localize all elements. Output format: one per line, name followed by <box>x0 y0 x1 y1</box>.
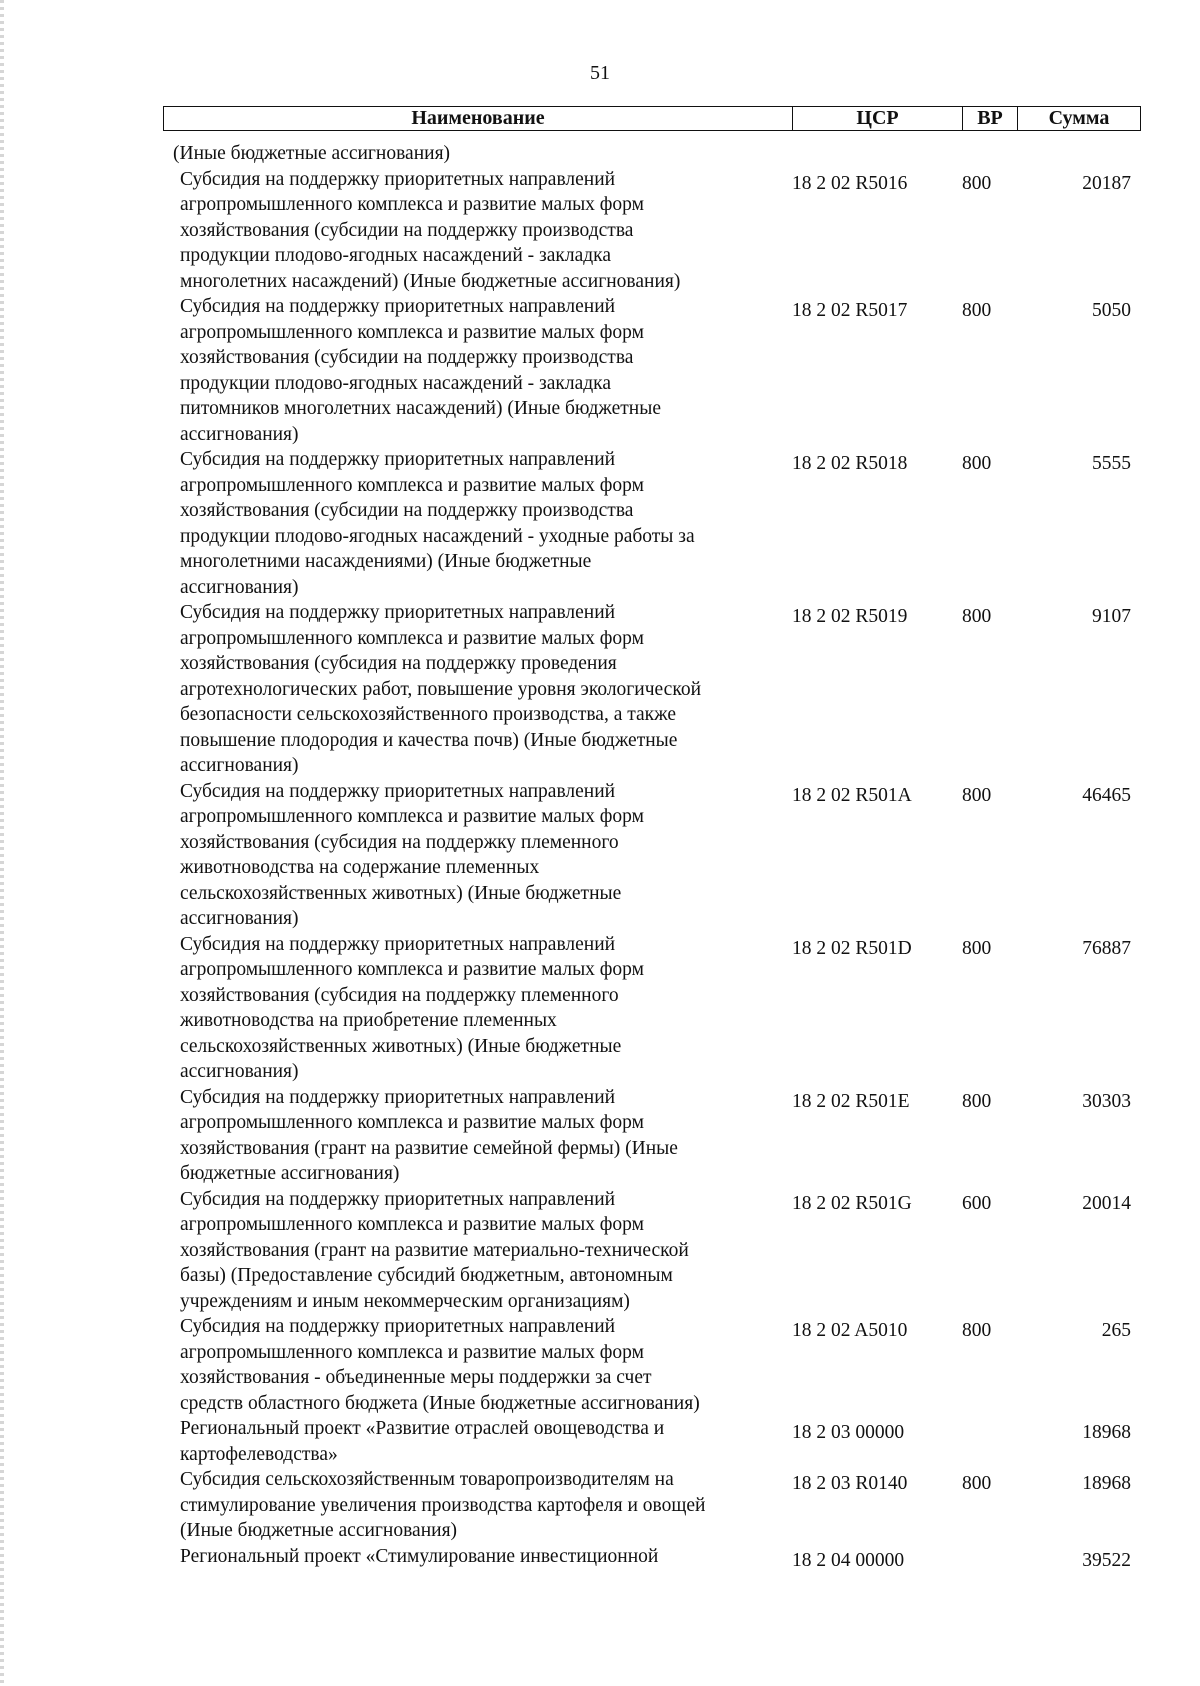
row-name <box>163 167 792 295</box>
table-row <box>163 167 1141 295</box>
row-csr: 18 2 02 R5016 <box>792 172 908 194</box>
table-row <box>163 294 1141 447</box>
row-vr: 800 <box>962 172 992 194</box>
row-name-line: агропромышленного комплекса и развитие малых форм <box>180 194 644 215</box>
table-row <box>163 1187 1141 1315</box>
table-row <box>163 1314 1141 1416</box>
row-sum: 30303 <box>1082 1090 1131 1112</box>
row-vr: 600 <box>962 1192 992 1214</box>
row-csr: 18 2 02 R501A <box>792 784 912 806</box>
row-csr: 18 2 02 R5017 <box>792 300 908 321</box>
row-sum: 5050 <box>1092 300 1131 321</box>
row-name-line: Региональный проект «Развитие отраслей овощеводства и <box>180 1418 665 1439</box>
row-sum: 20014 <box>1082 1192 1131 1214</box>
row-name-line: животноводства на приобретение племенных <box>180 1010 557 1031</box>
row-vr: 800 <box>962 937 992 959</box>
row-csr: 18 2 02 A5010 <box>792 1320 908 1341</box>
row-csr: 18 2 03 00000 <box>792 1422 905 1443</box>
row-vr: 800 <box>962 606 992 627</box>
row-name-line: хозяйствования (субсидия на поддержку проведения <box>180 653 617 674</box>
row-name-line: Региональный проект «Стимулирование инвестиционной <box>180 1545 659 1567</box>
row-name-line: агропромышленного комплекса и развитие малых форм <box>180 1341 644 1363</box>
row-name-line: хозяйствования (грант на развитие материально-технической <box>180 1239 689 1261</box>
row-vr: 800 <box>962 784 992 806</box>
row-sum: 9107 <box>1092 606 1131 627</box>
row-name-line: хозяйствования (субсидии на поддержку производства <box>180 500 634 521</box>
row-name-line: агропромышленного комплекса и развитие малых форм <box>180 1214 644 1235</box>
row-sum: 5555 <box>1092 453 1131 474</box>
row-name-line: учреждениям и иным некоммерческим организациям) <box>180 1290 630 1312</box>
table-row <box>163 1085 1141 1187</box>
row-name-line: хозяйствования (субсидии на поддержку производства <box>180 347 634 368</box>
row-name-line: Субсидия на поддержку приоритетных направлений <box>180 449 616 470</box>
row-name-line: стимулирование увеличения производства картофеля и овощей <box>180 1494 706 1516</box>
table-row <box>163 447 1141 600</box>
row-name-line: хозяйствования (грант на развитие семейной фермы) (Иные <box>180 1137 678 1159</box>
row-name-line: животноводства на содержание племенных <box>180 857 540 878</box>
row-vr: 800 <box>962 300 992 321</box>
row-name-line: агропромышленного комплекса и развитие малых форм <box>180 627 644 649</box>
row-name-line: агропромышленного комплекса и развитие малых форм <box>180 1112 644 1133</box>
row-sum: 20187 <box>1082 172 1131 194</box>
row-name-line: агропромышленного комплекса и развитие малых форм <box>180 959 644 980</box>
table-row <box>163 1416 1141 1467</box>
row-name <box>163 1187 792 1315</box>
row-sum: 76887 <box>1082 937 1131 959</box>
row-name-line: хозяйствования - объединенные меры поддержки за счет <box>180 1367 652 1388</box>
row-vr: 800 <box>962 1090 992 1112</box>
row-name <box>163 600 792 779</box>
row-name-line: продукции плодово-ягодных насаждений - закладка <box>180 245 612 266</box>
row-name-line: питомников многолетних насаждений) (Иные бюджетные <box>180 398 661 419</box>
row-sum: 18968 <box>1082 1422 1131 1443</box>
row-name-line: безопасности сельскохозяйственного производства, а также <box>180 704 677 725</box>
table-row <box>163 1467 1141 1544</box>
row-name-line: агропромышленного комплекса и развитие малых форм <box>180 321 644 343</box>
header-vr: ВР <box>963 107 1018 130</box>
row-name-line: картофелеводства» <box>180 1443 338 1465</box>
row-name-line: Субсидия на поддержку приоритетных направлений <box>180 168 616 190</box>
row-name-line: средств областного бюджета (Иные бюджетные ассигнования) <box>180 1392 700 1414</box>
row-name-line: продукции плодово-ягодных насаждений - уходные работы за <box>180 525 695 547</box>
row-vr <box>962 1416 1017 1467</box>
table-row <box>163 932 1141 1085</box>
row-sum: 39522 <box>1082 1549 1131 1571</box>
row-vr <box>962 1544 1017 1574</box>
row-csr: 18 2 03 R0140 <box>792 1473 908 1494</box>
row-name-line: сельскохозяйственных животных) (Иные бюджетные <box>180 1035 622 1057</box>
row-name-line: Субсидия на поддержку приоритетных направлений <box>180 602 616 623</box>
row-csr: 18 2 02 R5018 <box>792 453 908 474</box>
table-row <box>163 1544 1141 1574</box>
row-name <box>163 932 792 1085</box>
row-name-line: многолетних насаждений) (Иные бюджетные ассигнования) <box>180 270 681 292</box>
row-sum: 265 <box>1101 1320 1131 1341</box>
row-name-line: ассигнования) <box>180 908 299 929</box>
row-vr: 800 <box>962 1473 992 1494</box>
table-body <box>163 141 1141 1573</box>
row-name-line: Субсидия на поддержку приоритетных направлений <box>180 1086 616 1108</box>
row-name <box>163 1314 792 1416</box>
header-csr: ЦСР <box>793 107 963 130</box>
row-name-line: Субсидия на поддержку приоритетных направлений <box>180 1188 616 1210</box>
row-name <box>163 1085 792 1187</box>
row-name-line: базы) (Предоставление субсидий бюджетным, автономным <box>180 1265 673 1286</box>
row-name-line: Субсидия на поддержку приоритетных направлений <box>180 1316 616 1337</box>
row-name-line: хозяйствования (субсидия на поддержку племенного <box>180 831 619 853</box>
row-name <box>163 779 792 932</box>
row-name-line: Субсидия сельскохозяйственным товаропроизводителям на <box>180 1469 674 1490</box>
row-name-line: ассигнования) <box>180 1061 299 1082</box>
row-name <box>163 1467 792 1544</box>
row-csr: 18 2 02 R501G <box>792 1192 912 1214</box>
header-name: Наименование <box>164 107 793 130</box>
row-name-line: продукции плодово-ягодных насаждений - закладка <box>180 372 612 394</box>
row-name-line: сельскохозяйственных животных) (Иные бюджетные <box>180 882 622 904</box>
row-name <box>163 447 792 600</box>
row-name <box>163 294 792 447</box>
row-name-line: Субсидия на поддержку приоритетных направлений <box>180 780 616 802</box>
table-row <box>163 600 1141 779</box>
page-number: 51 <box>590 62 610 84</box>
row-csr: 18 2 02 R5019 <box>792 606 908 627</box>
header-sum: Сумма <box>1048 107 1110 129</box>
row-name-line: агропромышленного комплекса и развитие малых форм <box>180 474 644 496</box>
continuation-line: (Иные бюджетные ассигнования) <box>173 143 451 164</box>
row-csr: 18 2 02 R501E <box>792 1090 910 1112</box>
row-name-line: агропромышленного комплекса и развитие малых форм <box>180 806 644 827</box>
row-name-line: хозяйствования (субсидия на поддержку племенного <box>180 984 619 1006</box>
row-csr: 18 2 04 00000 <box>792 1549 905 1571</box>
row-name-line: агротехнологических работ, повышение уровня экологической <box>180 678 702 700</box>
row-name-line: бюджетные ассигнования) <box>180 1163 400 1184</box>
table-header <box>163 106 1141 131</box>
row-name-line: Субсидия на поддержку приоритетных направлений <box>180 296 616 317</box>
scan-edge <box>0 0 4 1686</box>
row-name-line: многолетними насаждениями) (Иные бюджетные <box>180 551 592 572</box>
row-vr: 800 <box>962 453 992 474</box>
row-sum: 46465 <box>1082 784 1131 806</box>
row-name-line: хозяйствования (субсидии на поддержку производства <box>180 219 634 241</box>
row-sum: 18968 <box>1082 1473 1131 1494</box>
row-name <box>163 1416 792 1467</box>
row-name-line: ассигнования) <box>180 576 299 598</box>
row-name-line: повышение плодородия и качества почв) (Иные бюджетные <box>180 729 678 751</box>
row-name-line: Субсидия на поддержку приоритетных направлений <box>180 933 616 955</box>
row-csr: 18 2 02 R501D <box>792 937 912 959</box>
row-name-line: (Иные бюджетные ассигнования) <box>180 1520 458 1541</box>
table-row <box>163 779 1141 932</box>
row-vr: 800 <box>962 1320 992 1341</box>
row-name-line: ассигнования) <box>180 423 299 445</box>
row-name <box>163 1544 792 1574</box>
row-name-line: ассигнования) <box>180 755 299 776</box>
